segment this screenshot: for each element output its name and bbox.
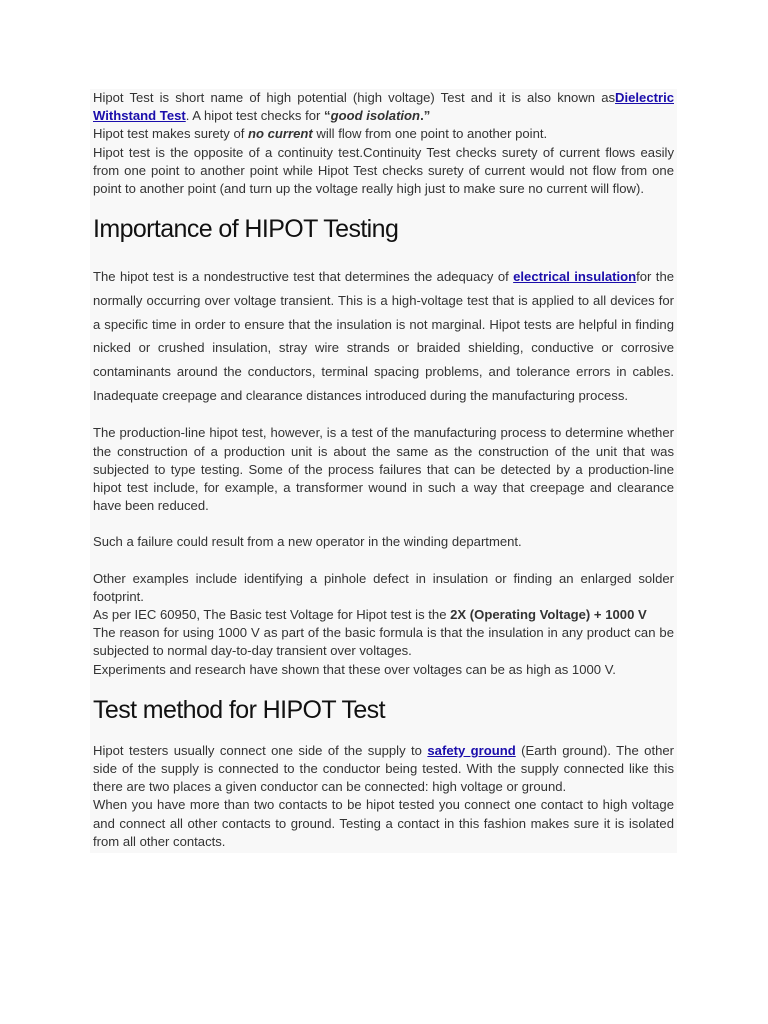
importance-paragraph-2: The production-line hipot test, however, is a test of the manufacturing process to determine whether the construction of a production unit is about the same as the construction of the unit that was subjected to type testing. Some of the process failures that can be detected by a production-line hipot test include, for example, a transformer wound in such a way that creepage and clearance have been reduced. — [93, 425, 674, 514]
section-heading-test-method: Test method for HIPOT Test — [93, 695, 385, 724]
safety-ground-link[interactable]: safety ground — [427, 742, 516, 758]
importance-paragraph-5 — [93, 606, 674, 624]
intro-paragraph-2 — [93, 125, 674, 143]
importance-paragraph-4: Other examples include identifying a pinhole defect in insulation or finding an enlarged solder footprint. — [93, 570, 674, 604]
formula-bold: 2X (Operating Voltage) + 1000 V — [450, 607, 647, 623]
method-p1-after: (Earth ground). The other side of the supply is connected to the conductor being tested. With the supply connected like this there are two places a given conductor can be connected: high voltage or ground. — [93, 742, 675, 795]
importance-paragraph-7: Experiments and research have shown that these over voltages can be as high as 1000 V. — [93, 661, 616, 677]
importance-p5-before: As per IEC 60950, The Basic test Voltage for Hipot test is the — [93, 607, 451, 623]
importance-paragraph-1 — [93, 265, 674, 407]
intro-text-after: . A hipot test checks for — [185, 108, 325, 124]
electrical-insulation-link[interactable]: electrical insulation — [513, 269, 637, 285]
intro-paragraph-3: Hipot test is the opposite of a continuity test.Continuity Test checks surety of current flows easily from one point to another point while Hipot Test checks surety of current would not flow from one point to another point (and turn up the voltage really high just to make sure no current will flow). — [93, 144, 674, 197]
intro-paragraph-1 — [93, 89, 674, 125]
method-paragraph-2: When you have more than two contacts to be hipot tested you connect one contact to high voltage and connect all other contacts to ground. Testing a contact in this fashion makes sure it is isolated from all other contacts. — [93, 797, 674, 849]
method-p1-before: Hipot testers usually connect one side of the supply to — [93, 742, 428, 758]
dielectric-withstand-test-link[interactable]: Dielectric Withstand Test — [93, 90, 674, 124]
intro-text: Hipot Test is short name of high potential (high voltage) Test and it is also known as — [93, 90, 616, 105]
importance-paragraph-6: The reason for using 1000 V as part of the basic formula is that the insulation in any product can be subjected to normal day-to-day transient over voltages. — [93, 625, 674, 659]
document-body — [90, 89, 677, 853]
intro-p2-after: will flow from one point to another point. — [312, 126, 548, 142]
good-isolation-emphasis: good isolation — [330, 108, 421, 124]
importance-p1-before: The hipot test is a nondestructive test that determines the adequacy of — [93, 269, 514, 285]
method-paragraph-1 — [93, 742, 674, 797]
quote-open: “ — [324, 108, 331, 124]
section-heading-importance: Importance of HIPOT Testing — [93, 215, 399, 244]
quote-close: .” — [420, 108, 431, 124]
importance-p1-after: for the normally occurring over voltage transient. This is a high-voltage test that is applied to all devices for a specific time in order to ensure that the insulation is not marginal. Hipot tests are helpful in finding nicked or crushed insulation, stray wire strands or braided shielding, conductive or corrosive contaminants around the conductors, terminal spacing problems, and tolerance errors in cables. Inadequate creepage and clearance distances introduced during the manufacturing process. — [93, 269, 675, 403]
importance-paragraph-3: Such a failure could result from a new operator in the winding department. — [93, 534, 522, 550]
intro-p2-before: Hipot test makes surety of — [93, 126, 249, 142]
no-current-emphasis: no current — [248, 126, 313, 142]
